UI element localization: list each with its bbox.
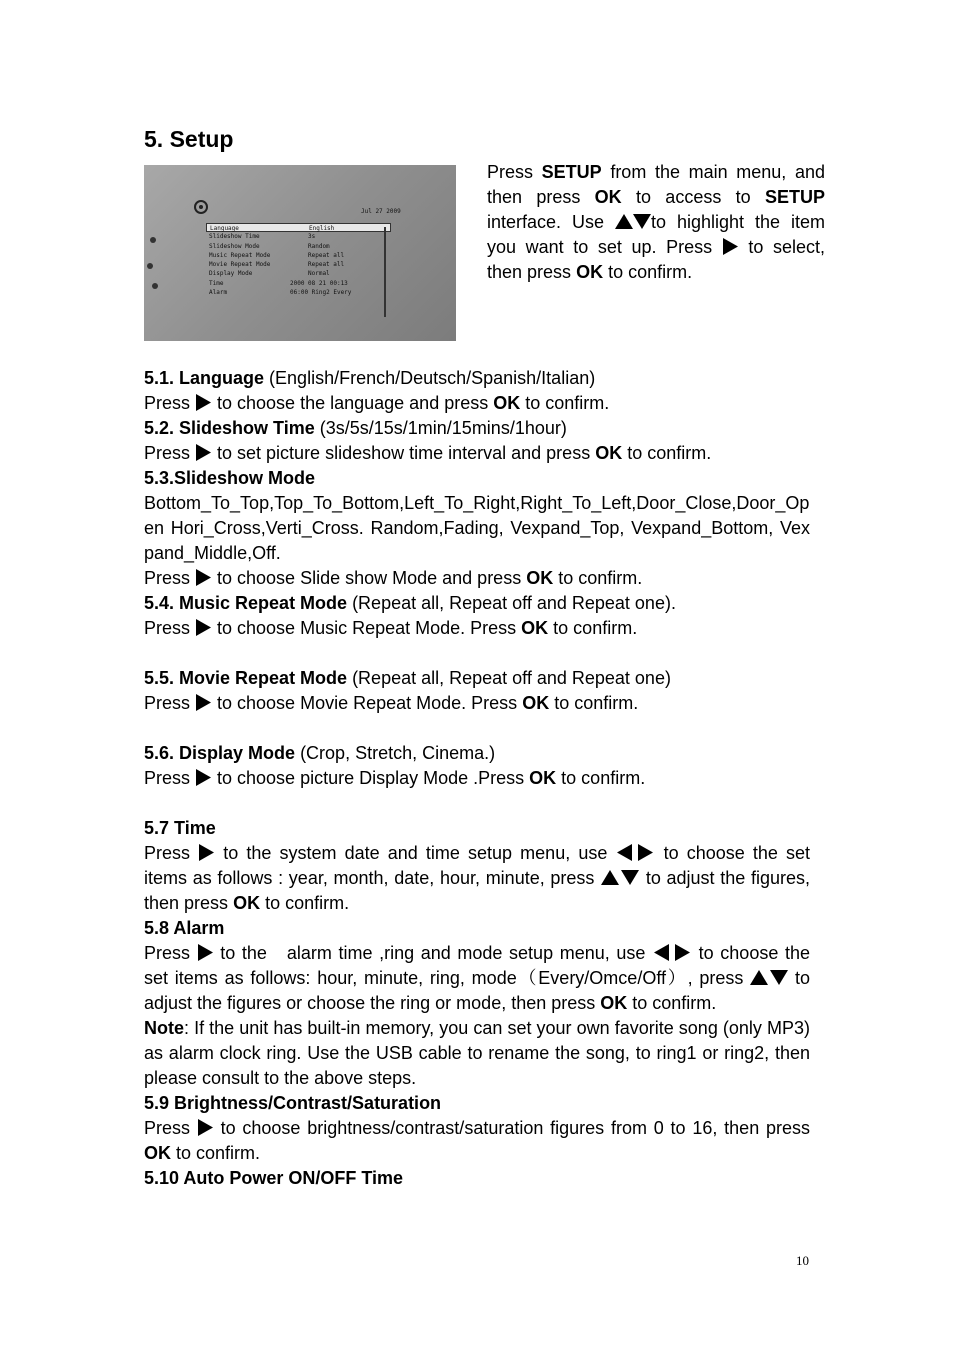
page-number: 10 — [796, 1253, 809, 1268]
right-arrow-icon — [198, 844, 215, 861]
up-down-arrow-icon — [600, 869, 640, 886]
instruction-time: Press to the system date and time setup menu, use to choose the set items as follows : year, month, date, hour, minute, press to adjust the figures, then press OK to confirm. — [144, 843, 810, 913]
intro-paragraph: Press SETUP from the main menu, and then press OK to access to SETUP interface. Use to highlight the item you want to set up. Press to select, then press OK to confirm. — [487, 162, 825, 282]
menu-row: Alarm 06:00 Ring2 Every — [209, 289, 352, 297]
right-arrow-icon — [722, 238, 739, 255]
right-arrow-icon — [195, 769, 212, 786]
instruction-alarm: Press to the alarm time ,ring and mode setup menu, use to choose the set items as follows: hour, minute, ring, mode（Every/Omce/Off）, press to adjust the figures or choose the ring or mode, then press OK to confirm. — [144, 943, 811, 1013]
right-arrow-icon — [197, 1119, 214, 1136]
instruction-slideshow-mode: Press to choose Slide show Mode and press OK to confirm. — [144, 568, 643, 588]
heading-display-mode: 5.6. Display Mode (Crop, Stretch, Cinema.) — [144, 743, 496, 763]
menu-row: Slideshow Mode Random — [209, 242, 330, 250]
dot-icon — [152, 283, 158, 289]
dot-icon — [147, 263, 153, 269]
slideshow-mode-list: Bottom_To_Top,Top_To_Bottom,Left_To_Right,Right_To_Left,Door_Close,Door_Open Hori_Cross,Verti_Cross. Random,Fading, Vexpand_Top, Vexpand_Bottom, Vexpand_Middle,Off. — [144, 493, 810, 563]
heading-time: 5.7 Time — [144, 818, 216, 838]
menu-row: Movie Repeat Mode Repeat all — [209, 261, 345, 269]
instruction-slideshow-time: Press to set picture slideshow time interval and press OK to confirm. — [144, 443, 712, 463]
right-arrow-icon — [195, 444, 212, 461]
right-arrow-icon — [195, 619, 212, 636]
up-down-arrow-icon — [615, 213, 651, 230]
left-right-arrow-icon — [652, 944, 692, 961]
gear-icon — [194, 200, 208, 214]
note-paragraph: Note: If the unit has built-in memory, you can set your own favorite song (only MP3) as alarm clock ring. Use the USB cable to rename the song, to ring1 or ring2, then please consult to the above steps. — [144, 1018, 810, 1088]
instruction-music-repeat: Press to choose Music Repeat Mode. Press OK to confirm. — [144, 618, 638, 638]
right-arrow-icon — [197, 944, 214, 961]
menu-row: Language English — [206, 223, 391, 232]
setup-menu — [206, 223, 391, 297]
heading-music-repeat: 5.4. Music Repeat Mode (Repeat all, Repeat off and Repeat one). — [144, 593, 676, 613]
heading-alarm: 5.8 Alarm — [144, 918, 225, 938]
menu-row: Display Mode Normal — [209, 270, 330, 278]
menu-row: Time 2000 08 21 00:13 — [209, 279, 348, 287]
instruction-brightness: Press to choose brightness/contrast/saturation figures from 0 to 16, then press OK to confirm. — [144, 1118, 811, 1163]
heading-auto-power: 5.10 Auto Power ON/OFF Time — [144, 1168, 404, 1188]
dot-icon — [150, 237, 156, 243]
left-right-arrow-icon — [615, 844, 655, 861]
right-arrow-icon — [195, 694, 212, 711]
menu-row: Slideshow Time 3s — [209, 233, 316, 241]
right-arrow-icon — [195, 569, 212, 586]
heading-slideshow-mode: 5.3.Slideshow Mode — [144, 468, 316, 488]
instruction-display-mode: Press to choose picture Display Mode .Press OK to confirm. — [144, 768, 646, 788]
scrollbar — [384, 227, 386, 317]
up-down-arrow-icon — [750, 969, 788, 986]
heading-language: 5.1. Language (English/French/Deutsch/Spanish/Italian) — [144, 368, 596, 388]
heading-movie-repeat: 5.5. Movie Repeat Mode (Repeat all, Repeat off and Repeat one) — [144, 668, 671, 688]
screenshot-date: Jul 27 2009 — [361, 208, 401, 215]
heading-brightness: 5.9 Brightness/Contrast/Saturation — [144, 1093, 442, 1113]
instruction-movie-repeat: Press to choose Movie Repeat Mode. Press OK to confirm. — [144, 693, 639, 713]
menu-row: Music Repeat Mode Repeat all — [209, 251, 345, 259]
heading-slideshow-time: 5.2. Slideshow Time (3s/5s/15s/1min/15mins/1hour) — [144, 418, 567, 438]
setup-screenshot — [144, 165, 456, 341]
setup-body — [144, 366, 810, 1191]
instruction-language: Press to choose the language and press OK to confirm. — [144, 393, 610, 413]
section-title: 5. Setup — [144, 126, 234, 152]
right-arrow-icon — [195, 394, 212, 411]
